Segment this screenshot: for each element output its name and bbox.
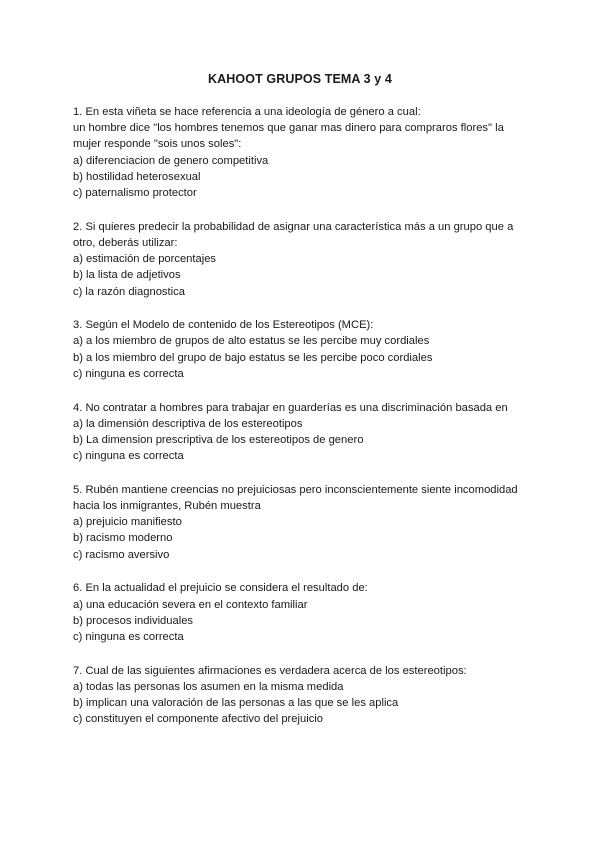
answer-option-c: c) ninguna es correcta bbox=[73, 630, 184, 643]
answer-option-c: c) paternalismo protector bbox=[73, 187, 197, 200]
question-text: 7. Cual de las siguientes afirmaciones es verdadera acerca de los estereotipos: bbox=[73, 664, 467, 677]
question-text: 3. Según el Modelo de contenido de los Estereotipos (MCE): bbox=[73, 319, 374, 332]
answer-option-b: b) a los miembro del grupo de bajo estatus se les percibe poco cordiales bbox=[73, 351, 433, 364]
answer-option-b: b) racismo moderno bbox=[73, 532, 173, 545]
answer-option-a: a) estimación de porcentajes bbox=[73, 253, 217, 266]
question-2 bbox=[73, 219, 543, 300]
answer-option-b: b) hostilidad heterosexual bbox=[73, 170, 201, 183]
answer-option-b: b) La dimension prescriptiva de los estereotipos de genero bbox=[73, 433, 364, 446]
question-text: 4. No contratar a hombres para trabajar en guarderías es una discriminación basada en bbox=[73, 401, 508, 414]
answer-option-b: b) procesos individuales bbox=[73, 614, 194, 627]
question-text: 6. En la actualidad el prejuicio se considera el resultado de: bbox=[73, 582, 368, 595]
answer-option-a: a) prejuicio manifiesto bbox=[73, 516, 182, 529]
answer-option-b: b) implican una valoración de las personas a las que se les aplica bbox=[73, 697, 399, 710]
answer-option-a: a) una educación severa en el contexto familiar bbox=[73, 598, 308, 611]
answer-option-c: c) constituyen el componente afectivo del prejuicio bbox=[73, 713, 323, 726]
answer-option-a: a) todas las personas los asumen en la misma medida bbox=[73, 680, 344, 693]
answer-option-c: c) ninguna es correcta bbox=[73, 367, 184, 380]
question-list bbox=[73, 104, 543, 745]
answer-option-a: a) a los miembro de grupos de alto estatus se les percibe muy cordiales bbox=[73, 335, 430, 348]
question-text: hacia los inmigrantes, Rubén muestra bbox=[73, 500, 261, 513]
answer-option-b: b) la lista de adjetivos bbox=[73, 269, 181, 282]
question-text: mujer responde "sois unos soles": bbox=[73, 138, 242, 151]
question-5 bbox=[73, 482, 543, 563]
question-6 bbox=[73, 580, 543, 645]
question-4 bbox=[73, 400, 543, 465]
question-text: 5. Rubén mantiene creencias no prejuiciosas pero inconscientemente siente incomodidad bbox=[73, 483, 518, 496]
answer-option-a: a) la dimensión descriptiva de los estereotipos bbox=[73, 417, 303, 430]
question-3 bbox=[73, 317, 543, 382]
answer-option-a: a) diferenciacion de genero competitiva bbox=[73, 154, 269, 167]
question-7 bbox=[73, 663, 543, 728]
question-1 bbox=[73, 104, 543, 201]
question-text: otro, deberás utilizar: bbox=[73, 236, 178, 249]
document-title: KAHOOT GRUPOS TEMA 3 y 4 bbox=[208, 72, 392, 86]
answer-option-c: c) ninguna es correcta bbox=[73, 450, 184, 463]
question-text: un hombre dice "los hombres tenemos que ganar mas dinero para compraros flores" la bbox=[73, 122, 504, 135]
question-text: 1. En esta viñeta se hace referencia a una ideología de género a cual: bbox=[73, 106, 421, 118]
answer-option-c: c) la razón diagnostica bbox=[73, 285, 185, 298]
answer-option-c: c) racismo aversivo bbox=[73, 548, 170, 561]
question-text: 2. Si quieres predecir la probabilidad de asignar una característica más a un grupo que a bbox=[73, 220, 514, 233]
